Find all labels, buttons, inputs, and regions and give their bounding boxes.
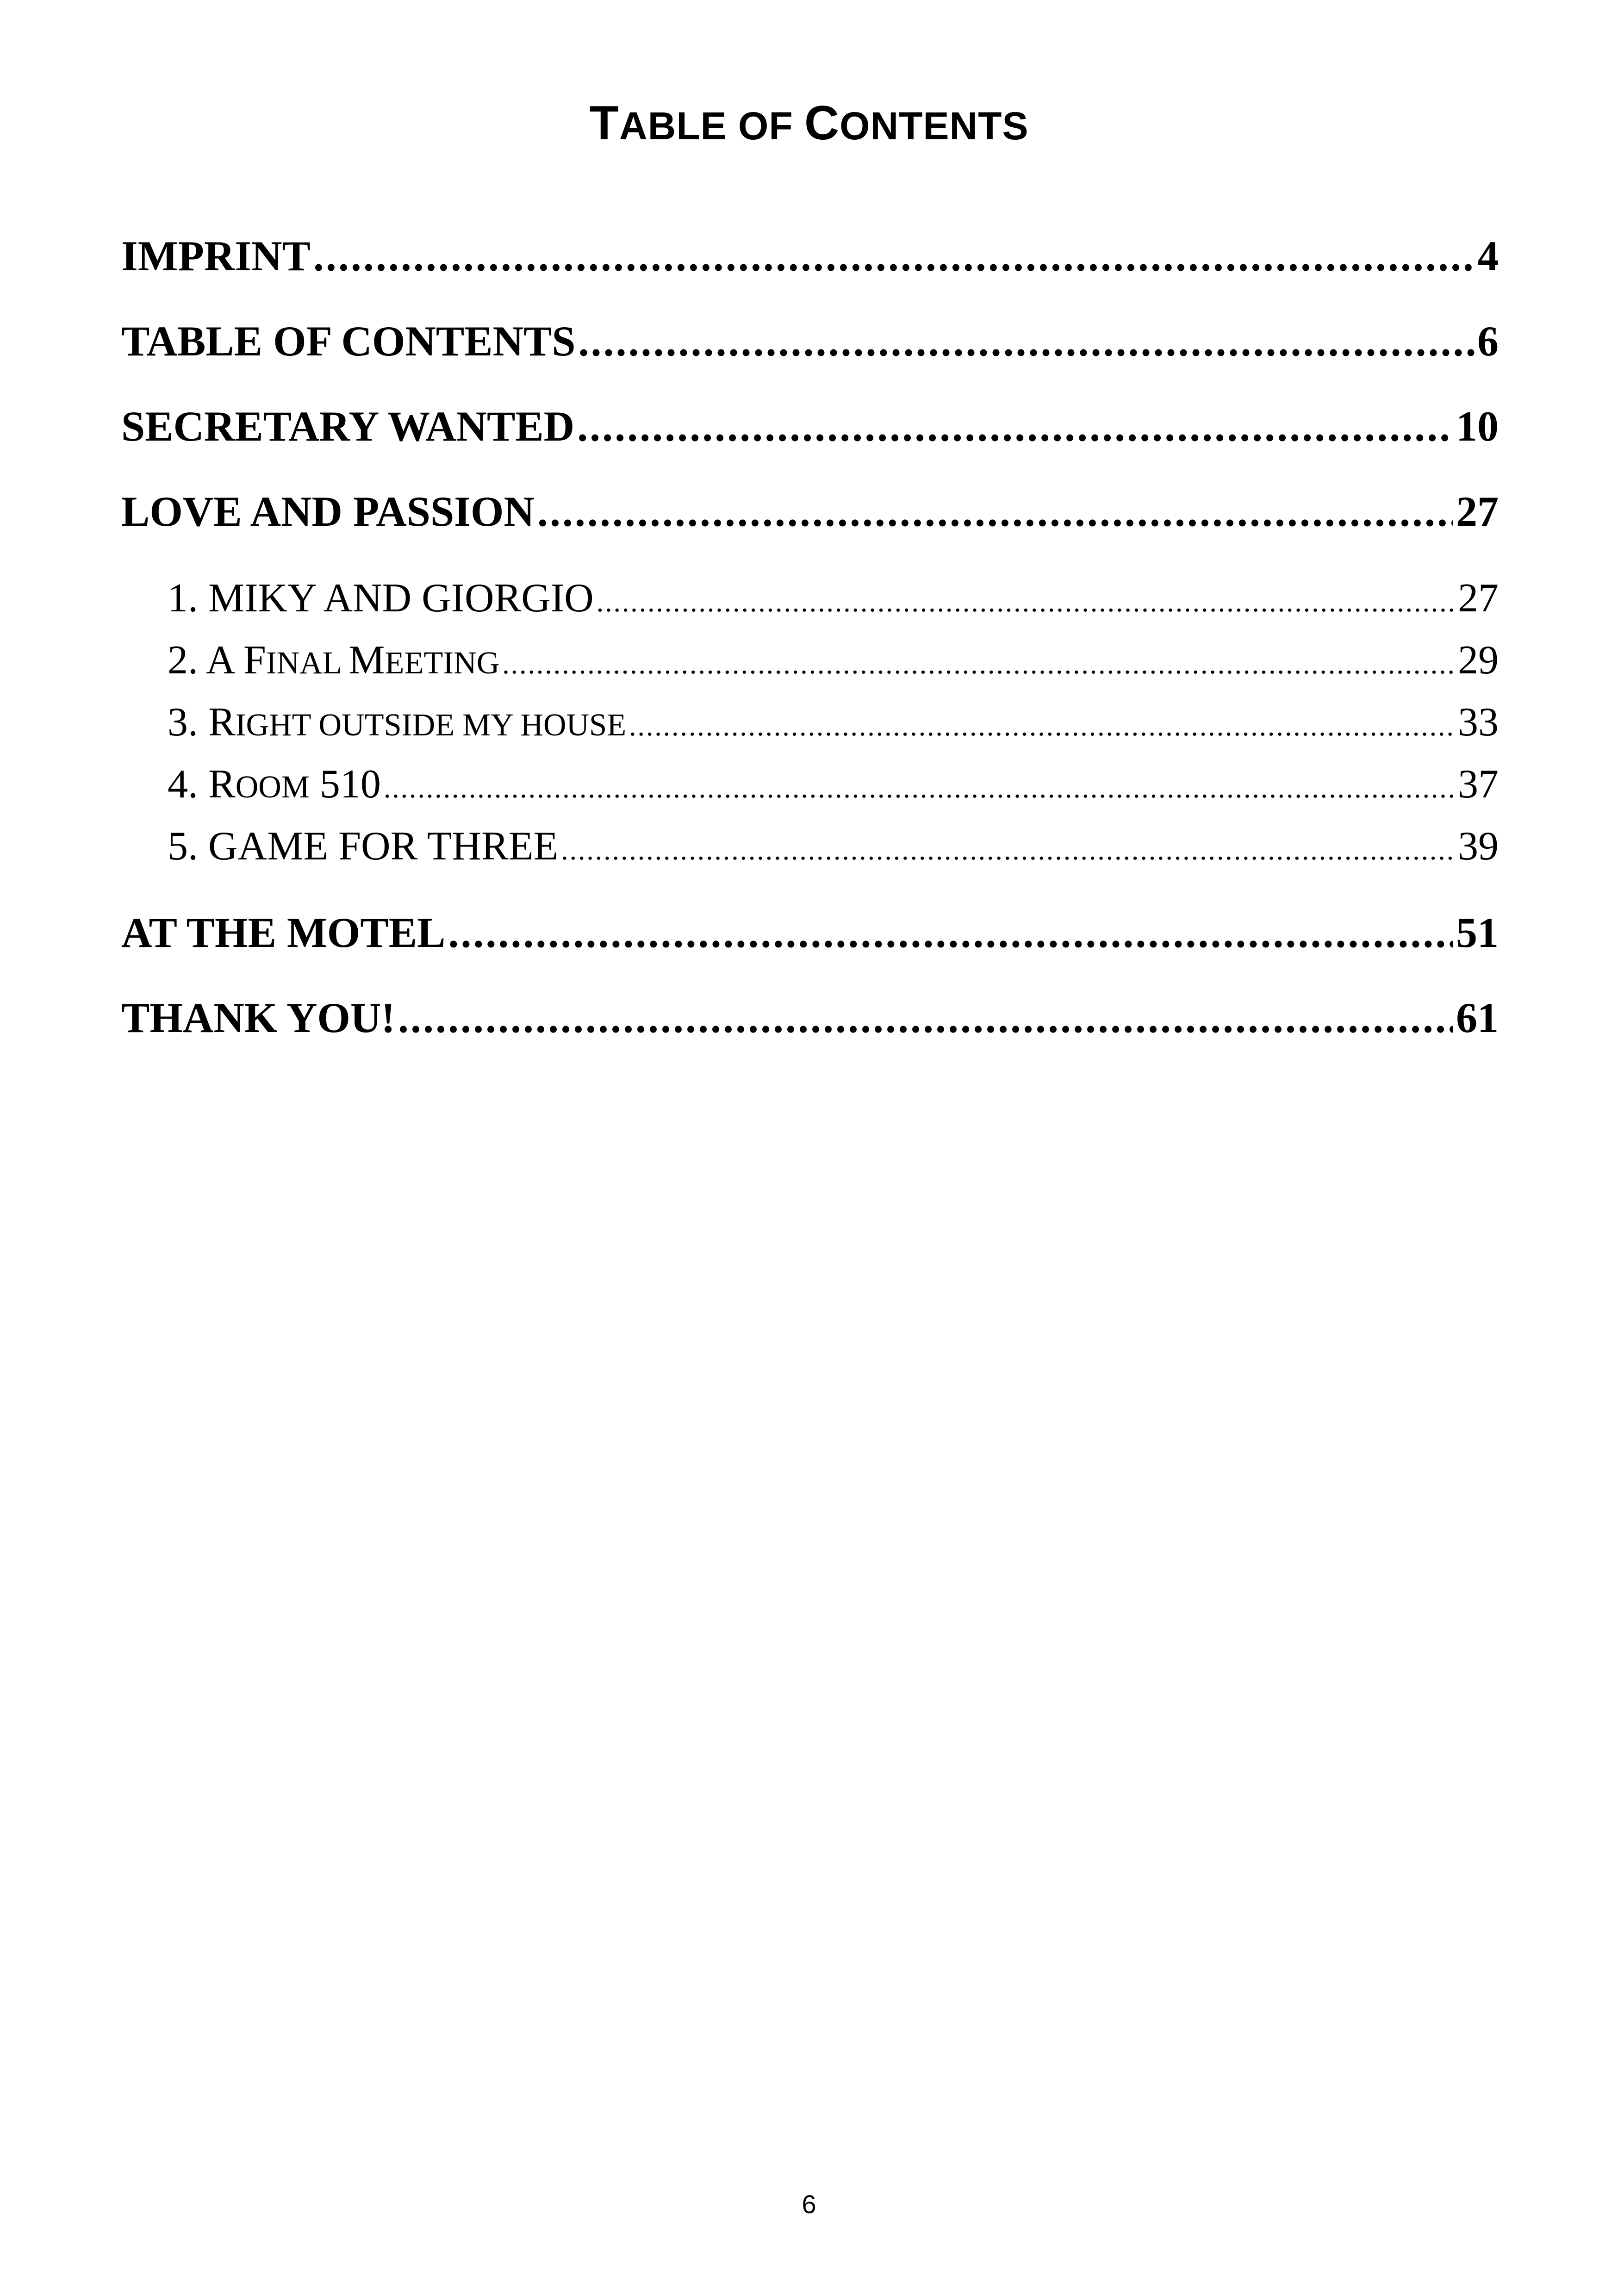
toc-entry-label: 3. RIGHT OUTSIDE MY HOUSE	[168, 700, 627, 745]
toc-entry-imprint[interactable]	[121, 231, 1499, 282]
toc-entry-table-of-contents[interactable]	[121, 317, 1499, 367]
toc-leader	[561, 834, 1455, 867]
toc-entry-at-the-motel[interactable]	[121, 908, 1499, 959]
toc-entry-label: THANK YOU!	[121, 994, 396, 1041]
toc-leader	[579, 317, 1475, 366]
toc-leader	[313, 231, 1475, 280]
toc-entry-label: 5. GAME FOR THREE	[168, 824, 559, 869]
toc-leader	[502, 648, 1455, 681]
toc-entry-label: TABLE OF CONTENTS	[121, 317, 576, 365]
toc-entry-room-510[interactable]	[168, 761, 1499, 807]
toc-entry-page: 27	[1456, 488, 1499, 535]
toc-leader	[448, 908, 1453, 957]
title-initial-t: T	[589, 96, 620, 150]
toc-leader	[537, 487, 1453, 536]
toc-leader	[577, 402, 1453, 451]
title-rest-2: ONTENTS	[840, 104, 1029, 148]
toc-entry-thank-you[interactable]	[121, 993, 1499, 1044]
page-number: 6	[802, 2190, 816, 2219]
toc-entry-label: 1. MIKY AND GIORGIO	[168, 576, 594, 621]
toc-leader	[629, 710, 1455, 743]
toc-entry-right-outside-my-house[interactable]	[168, 699, 1499, 745]
toc-entry-label: AT THE MOTEL	[121, 909, 446, 956]
toc-entry-page: 29	[1458, 638, 1499, 683]
toc-entry-page: 51	[1456, 909, 1499, 956]
toc-leader	[384, 772, 1455, 805]
toc-leader	[597, 586, 1455, 619]
toc-entry-page: 37	[1458, 762, 1499, 807]
toc-entry-page: 6	[1477, 317, 1499, 365]
toc-entry-label: 4. ROOM 510	[168, 762, 381, 807]
toc-entry-secretary-wanted[interactable]	[121, 402, 1499, 453]
toc-entry-label: SECRETARY WANTED	[121, 403, 575, 450]
page-title	[0, 96, 1618, 150]
toc-entry-page: 4	[1477, 232, 1499, 280]
toc-entry-page: 10	[1456, 403, 1499, 450]
toc-entry-page: 27	[1458, 576, 1499, 621]
toc-entry-game-for-three[interactable]	[168, 823, 1499, 869]
toc-entry-label: LOVE AND PASSION	[121, 488, 535, 535]
toc-entry-miky-and-giorgio[interactable]	[168, 575, 1499, 621]
title-initial-c: C	[804, 96, 840, 150]
toc-entry-label: IMPRINT	[121, 232, 311, 280]
toc-entry-love-and-passion[interactable]	[121, 487, 1499, 538]
toc-entry-label: 2. A FINAL MEETING	[168, 638, 500, 683]
toc-leader	[398, 993, 1453, 1042]
toc-entry-page: 61	[1456, 994, 1499, 1041]
title-rest-1: ABLE OF	[619, 104, 805, 148]
toc-entry-a-final-meeting[interactable]	[168, 637, 1499, 683]
toc-entry-page: 33	[1458, 700, 1499, 745]
toc-entry-page: 39	[1458, 824, 1499, 869]
